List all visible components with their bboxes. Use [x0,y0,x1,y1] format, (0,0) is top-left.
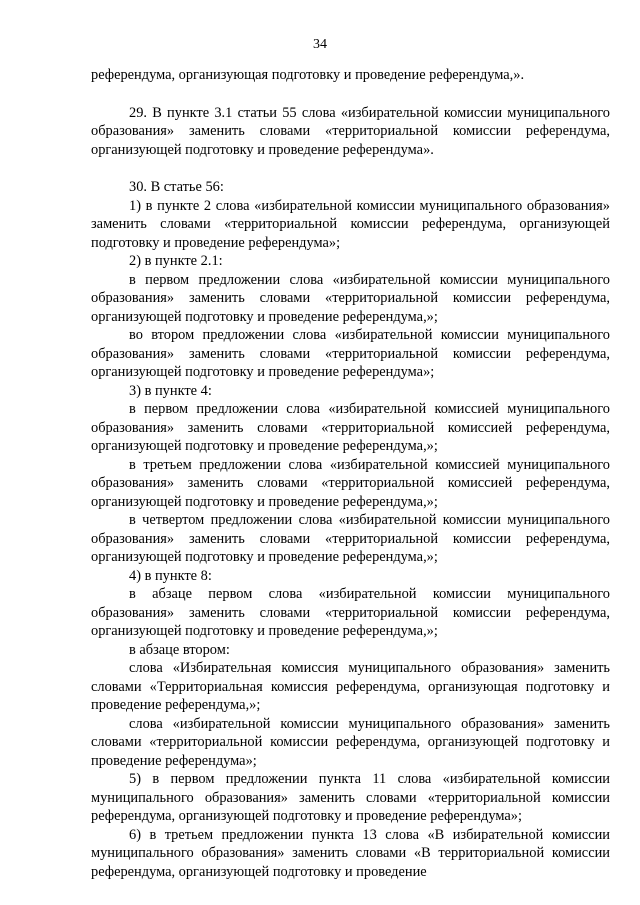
paragraph-continuation: референдума, организующая подготовку и проведение референдума,». [91,67,525,83]
paragraph-30-item-3-heading: 3) в пункте 4: [129,382,212,399]
paragraph-30-item-4-heading: 4) в пункте 8: [129,567,212,584]
paragraph-30-heading: 30. В статье 56: [129,179,224,195]
paragraph-30-item-3-sentence-4: в четвертом предложении слова «избирательной комиссии муниципального образования» заменить словами «территориальной комиссии референдума, организующей подготовку и проведение референдума,»; [91,512,610,565]
document-body [91,66,610,881]
paragraph-30-item-6: 6) в третьем предложении пункта 13 слова «В избирательной комиссии муниципального образования» заменить словами «В территориальной комиссии референдума, организующей подготовку и проведение [91,826,610,880]
paragraph-30-item-4-abzac-2-change-2: слова «избирательной комиссии муниципального образования» заменить словами «территориальной комиссии референдума, организующей подготовку и проведение референдума»; [91,715,610,769]
paragraph-30-item-2-sentence-2: во втором предложении слова «избирательной комиссии муниципального образования» заменить словами «территориальной комиссии референдума, организующей подготовку и проведение референдума»; [91,327,610,380]
paragraph-30-item-3-sentence-1: в первом предложении слова «избирательной комиссией муниципального образования» заменить словами «территориальной комиссией референдума, организующей подготовку и проведение референдума,»; [91,401,610,454]
paragraph-30-item-1: 1) в пункте 2 слова «избирательной комиссии муниципального образования» заменить словами «территориальной комиссии референдума, организующей подготовку и проведение референдума»; [91,197,610,251]
paragraph-30-item-2-sentence-1: в первом предложении слова «избирательной комиссии муниципального образования» заменить словами «территориальной комиссии референдума, организующей подготовку и проведение референдума,»; [91,271,610,325]
paragraph-30-item-3-sentence-3: в третьем предложении слова «избирательной комиссией муниципального образования» заменить словами «территориальной комиссией референдума, организующей подготовку и проведение референдума,»; [91,456,610,510]
paragraph-29: 29. В пункте 3.1 статьи 55 слова «избирательной комиссии муниципального образования» заменить словами «территориальной комиссии референдума, организующей подготовку и проведение референдума». [91,104,610,158]
paragraph-30-item-2-heading: 2) в пункте 2.1: [129,253,223,269]
paragraph-30-item-5: 5) в первом предложении пункта 11 слова «избирательной комиссии муниципального образования» заменить словами «территориальной комиссии референдума, организующей подготовку и проведение референдума»; [91,771,610,824]
paragraph-30-item-4-abzac-2-heading: в абзаце втором: [129,641,230,658]
page-number: 34 [313,37,327,52]
paragraph-30-item-4-abzac-1: в абзаце первом слова «избирательной комиссии муниципального образования» заменить словами «территориальной комиссии референдума, организующей подготовку и проведение референдума,»; [91,586,610,639]
paragraph-30-item-4-abzac-2-change-1: слова «Избирательная комиссия муниципального образования» заменить словами «Территориальная комиссия референдума, организующая подготовку и проведение референдума,»; [91,660,610,713]
